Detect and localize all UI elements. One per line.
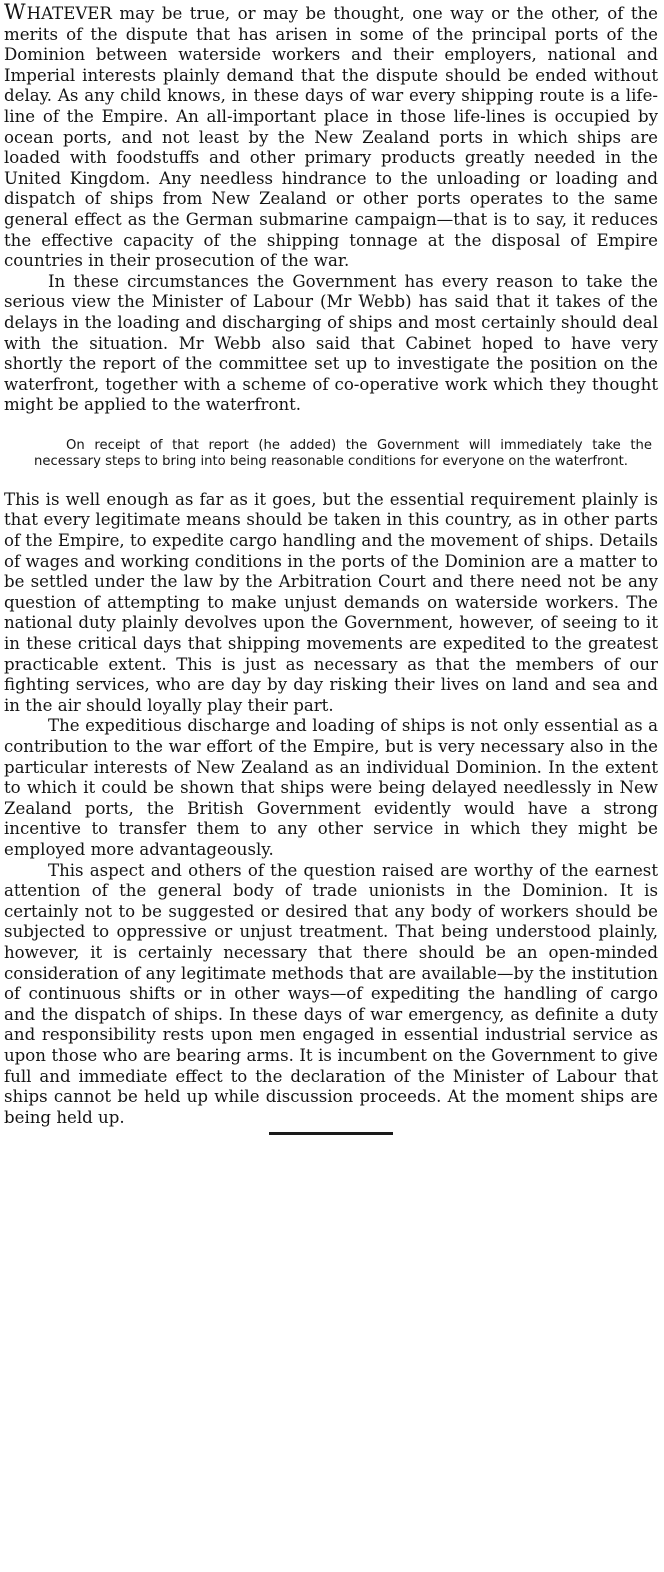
paragraph-expeditious-discharge: The expeditious discharge and loading of ships is not only essential as a contribution to the war effort of the Empire, but is very necessary also in the particular interests of New Zealand as an individual Dominion. In the extent to which it could be shown that ships were being delayed needlessly in New Zealand ports, the British Government evidently would have a strong incentive to transfer them to any other service in which they might be employed more advantageously.: [4, 716, 658, 859]
paragraph-trade-unionists: This aspect and others of the question raised are worthy of the earnest attention of the general body of trade unionists in the Dominion. It is certainly not to be suggested or desired that any body of workers should be subjected to oppressive or unjust treatment. That being understood plainly, however, it is certainly necessary that there should be an open-minded consideration of any legitimate methods that are available—by the institution of continuous shifts or in other ways—of expediting the handling of cargo and the dispatch of ships. In these days of war emergency, as definite a duty and responsibility rests upon men engaged in essential industrial service as upon those who are bearing arms. It is incumbent on the Government to give full and immediate effect to the declaration of the Minister of Labour that ships cannot be held up while discussion proceeds. At the moment ships are being held up.: [4, 860, 658, 1127]
newspaper-editorial: [4, 2, 658, 1568]
paragraph-opening: [4, 2, 658, 272]
block-quote-minister: On receipt of that report (he added) the Government will immediately take the necessary steps to bring into being reasonable conditions for everyone on the waterfront.: [34, 437, 652, 469]
paragraph-opening-text: HATEVER may be true, or may be thought, one way or the other, of the merits of the dispute that has arisen in some of the principal ports of the Dominion between waterside workers and their employers, national and Imperial interests plainly demand that the dispute should be ended without delay. As any child knows, in these days of war every shipping route is a life-line of the Empire. An all-important place in those life-lines is occupied by ocean ports, and not least by the New Zealand ports in which ships are loaded with foodstuffs and other primary products greatly needed in the United Kingdom. Any needless hindrance to the unloading or loading and dispatch of ships from New Zealand or other ports operates to the same general effect as the German submarine campaign—that is to say, it reduces the effective capacity of the shipping tonnage at the disposal of Empire countries in their prosecution of the war.: [4, 4, 658, 271]
drop-cap-letter: W: [4, 0, 27, 24]
paragraph-requirement: This is well enough as far as it goes, but the essential requirement plainly is that every legitimate means should be taken in this country, as in other parts of the Empire, to expedite cargo handling and the movement of ships. Details of wages and working conditions in the ports of the Dominion are a matter to be settled under the law by the Arbitration Court and there need not be any question of attempting to make unjust demands on waterside workers. The national duty plainly devolves upon the Government, however, of seeing to it in these critical days that shipping movements are expedited to the greatest practicable extent. This is just as necessary as that the members of our fighting services, who are day by day risking their lives on land and sea and in the air should loyally play their part.: [4, 489, 658, 715]
end-rule-divider: [269, 1132, 393, 1135]
paragraph-circumstances: In these circumstances the Government has every reason to take the serious view the Minister of Labour (Mr Webb) has said that it takes of the delays in the loading and discharging of ships and most certainly should deal with the situation. Mr Webb also said that Cabinet hoped to have very shortly the report of the committee set up to investigate the position on the waterfront, together with a scheme of co-operative work which they thought might be applied to the waterfront.: [4, 271, 658, 415]
